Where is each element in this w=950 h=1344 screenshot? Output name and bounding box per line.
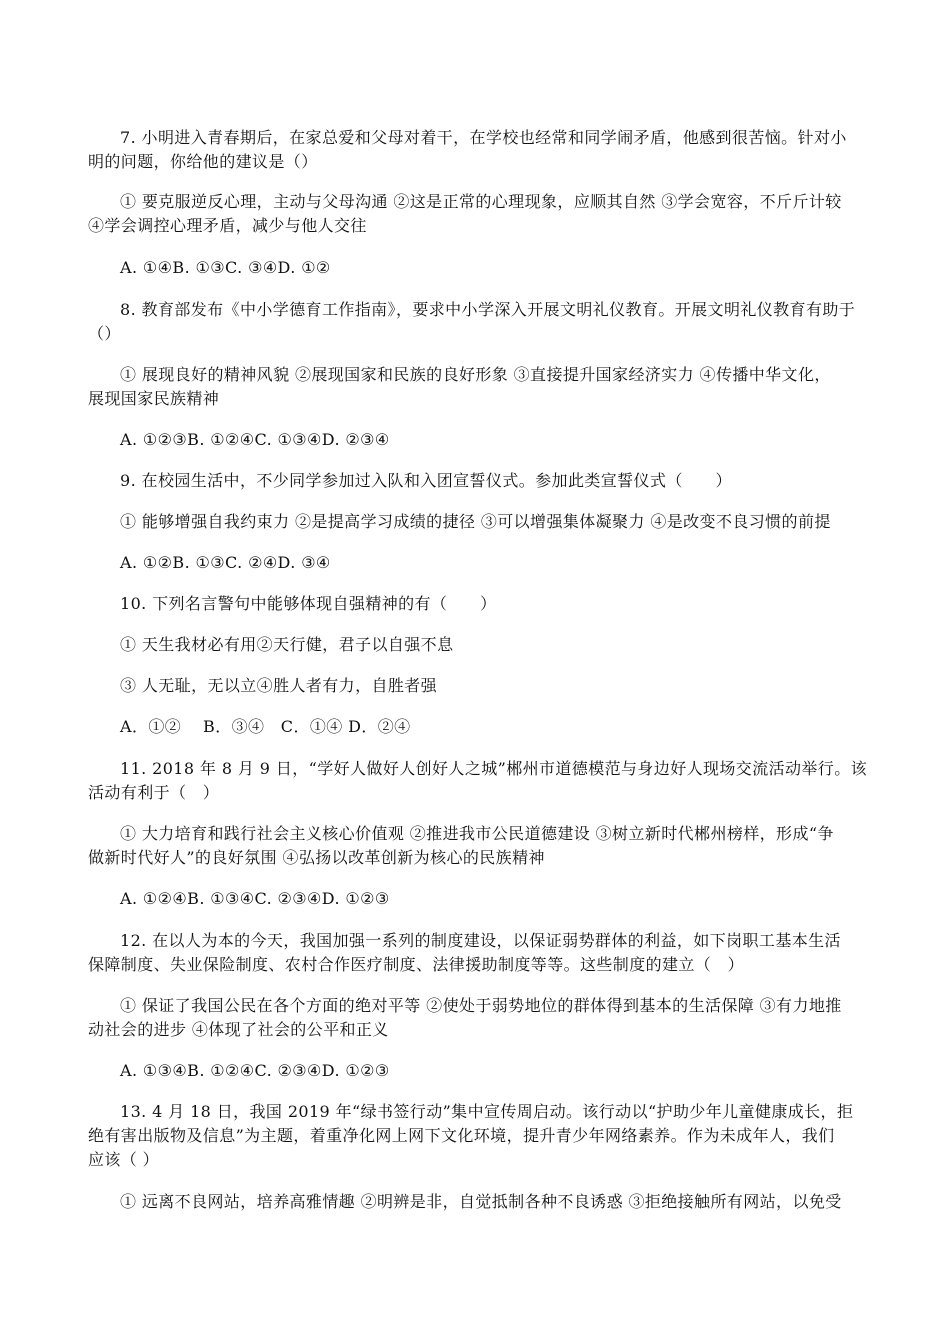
question-7-stem: 7. 小明进入青春期后，在家总爱和父母对着干，在学校也经常和同学闹矛盾，他感到很苦恼。针对小 明的问题，你给他的建议是（） (88, 128, 847, 171)
question-11-answers: A. ①②④B. ①③④C. ②③④D. ①②③ (120, 889, 390, 908)
question-10-option-line-1: ① 天生我材必有用②天行健，君子以自强不息 (120, 635, 454, 654)
question-10-stem: 10. 下列名言警句中能够体现自强精神的有（ ） (120, 594, 497, 613)
question-13-stem: 13. 4 月 18 日，我国 2019 年“绿书签行动”集中宣传周启动。该行动以“护助少年儿童健康成长，拒 绝有害出版物及信息”为主题，着重净化网上网下文化环境，提升青少年网络素养。作为未成年人，我们 应该（ ） (88, 1102, 854, 1169)
question-9-answers: A. ①②B. ①③C. ②④D. ③④ (120, 553, 331, 572)
question-9-stem: 9. 在校园生活中，不少同学参加过入队和入团宣誓仪式。参加此类宣誓仪式（ ） (120, 471, 732, 490)
question-7-options: ① 要克服逆反心理，主动与父母沟通 ②这是正常的心理现象，应顺其自然 ③学会宽容，不斤斤计较 ④学会调控心理矛盾，减少与他人交往 (88, 192, 842, 235)
question-10-option-line-2: ③ 人无耻，无以立④胜人者有力，自胜者强 (120, 676, 438, 695)
question-11-options: ① 大力培育和践行社会主义核心价值观 ②推进我市公民道德建设 ③树立新时代郴州榜样，形成“争 做新时代好人”的良好氛围 ④弘扬以改革创新为核心的民族精神 (88, 824, 834, 867)
question-8-answers: A. ①②③B. ①②④C. ①③④D. ②③④ (120, 430, 390, 449)
question-12-options: ① 保证了我国公民在各个方面的绝对平等 ②使处于弱势地位的群体得到基本的生活保障 ③有力地推 动社会的进步 ④体现了社会的公平和正义 (88, 996, 842, 1039)
question-12-stem: 12. 在以人为本的今天，我国加强一系列的制度建设，以保证弱势群体的利益，如下岗职工基本生活 保障制度、失业保险制度、农村合作医疗制度、法律援助制度等等。这些制度的建立（ ） (88, 931, 841, 974)
question-9-options: ① 能够增强自我约束力 ②是提高学习成绩的捷径 ③可以增强集体凝聚力 ④是改变不良习惯的前提 (120, 512, 831, 531)
question-13-options: ① 远离不良网站，培养高雅情趣 ②明辨是非，自觉抵制各种不良诱惑 ③拒绝接触所有网站，以免受 (120, 1192, 842, 1211)
question-12-answers: A. ①③④B. ①②④C. ②③④D. ①②③ (120, 1061, 390, 1080)
question-8-options: ① 展现良好的精神风貌 ②展现国家和民族的良好形象 ③直接提升国家经济实力 ④传播中华文化， 展现国家民族精神 (88, 365, 831, 408)
question-10-answers: A．①② B．③④ C．①④ D．②④ (120, 717, 411, 736)
question-8-stem: 8. 教育部发布《中小学德育工作指南》，要求中小学深入开展文明礼仪教育。开展文明礼仪教育有助于 （） (88, 300, 856, 343)
question-11-stem: 11. 2018 年 8 月 9 日，“学好人做好人创好人之城”郴州市道德模范与身边好人现场交流活动举行。该 活动有利于（ ） (88, 759, 867, 802)
question-7-answers: A. ①④B. ①③C. ③④D. ①② (120, 258, 331, 277)
